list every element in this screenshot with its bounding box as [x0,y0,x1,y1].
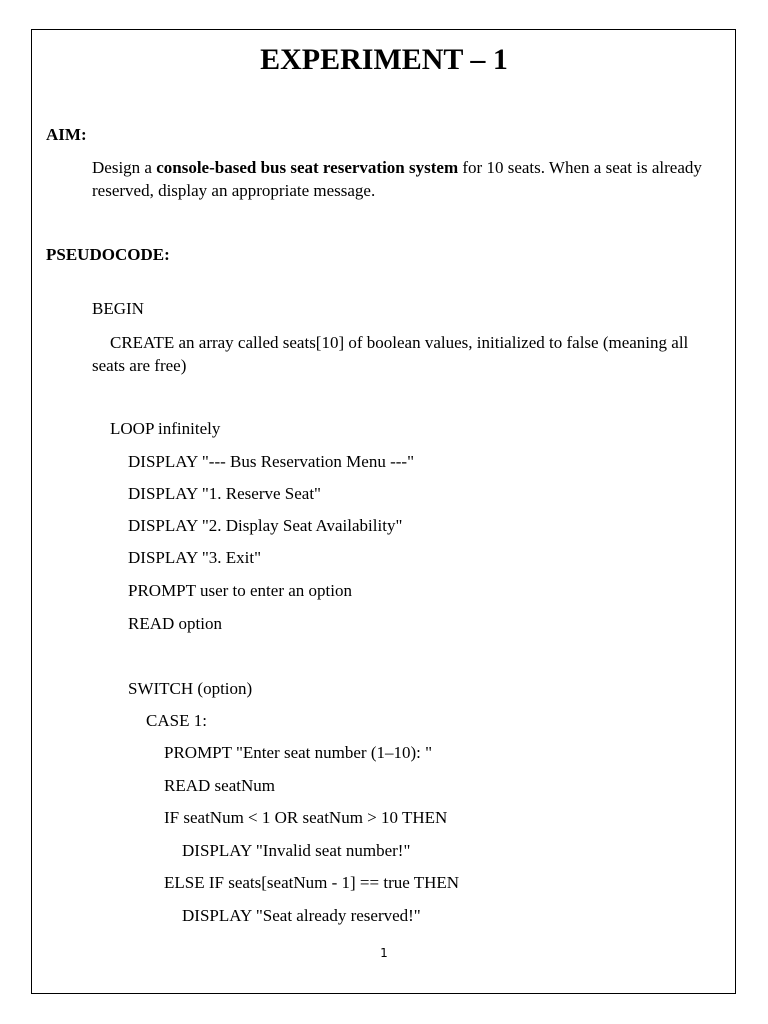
aim-text [92,156,712,202]
code-line: PROMPT "Enter seat number (1–10): " [164,743,433,762]
code-line: READ option [128,614,222,633]
code-line: DISPLAY "2. Display Seat Availability" [128,516,403,535]
code-line: IF seatNum < 1 OR seatNum > 10 THEN [164,808,448,827]
aim-heading: AIM: [46,125,87,144]
code-line: DISPLAY "3. Exit" [128,548,262,567]
page-title: EXPERIMENT – 1 [260,43,508,76]
pseudocode-heading: PSEUDOCODE: [46,245,170,264]
code-line-create: CREATE an array called seats[10] of boolean values, initialized to false (meaning all seats are free) [92,333,689,375]
code-line: DISPLAY "1. Reserve Seat" [128,484,321,503]
code-line-begin: BEGIN [92,299,144,318]
page-number: 1 [380,946,388,960]
code-line: READ seatNum [164,776,275,795]
code-line: SWITCH (option) [128,679,253,698]
code-line: DISPLAY "Invalid seat number!" [182,841,411,860]
aim-text-part-1: Design a [92,158,157,177]
code-line: ELSE IF seats[seatNum - 1] == true THEN [164,873,460,892]
aim-text-part-2: for 10 seats. When a seat is already reserved, display an appropriate message. [92,158,702,200]
code-line: CASE 1: [146,711,207,730]
code-line: DISPLAY "Seat already reserved!" [182,906,421,925]
code-line: PROMPT user to enter an option [128,581,352,600]
code-line: DISPLAY "--- Bus Reservation Menu ---" [128,452,415,471]
aim-text-bold: console-based bus seat reservation system [156,158,459,177]
code-line: LOOP infinitely [110,419,221,438]
